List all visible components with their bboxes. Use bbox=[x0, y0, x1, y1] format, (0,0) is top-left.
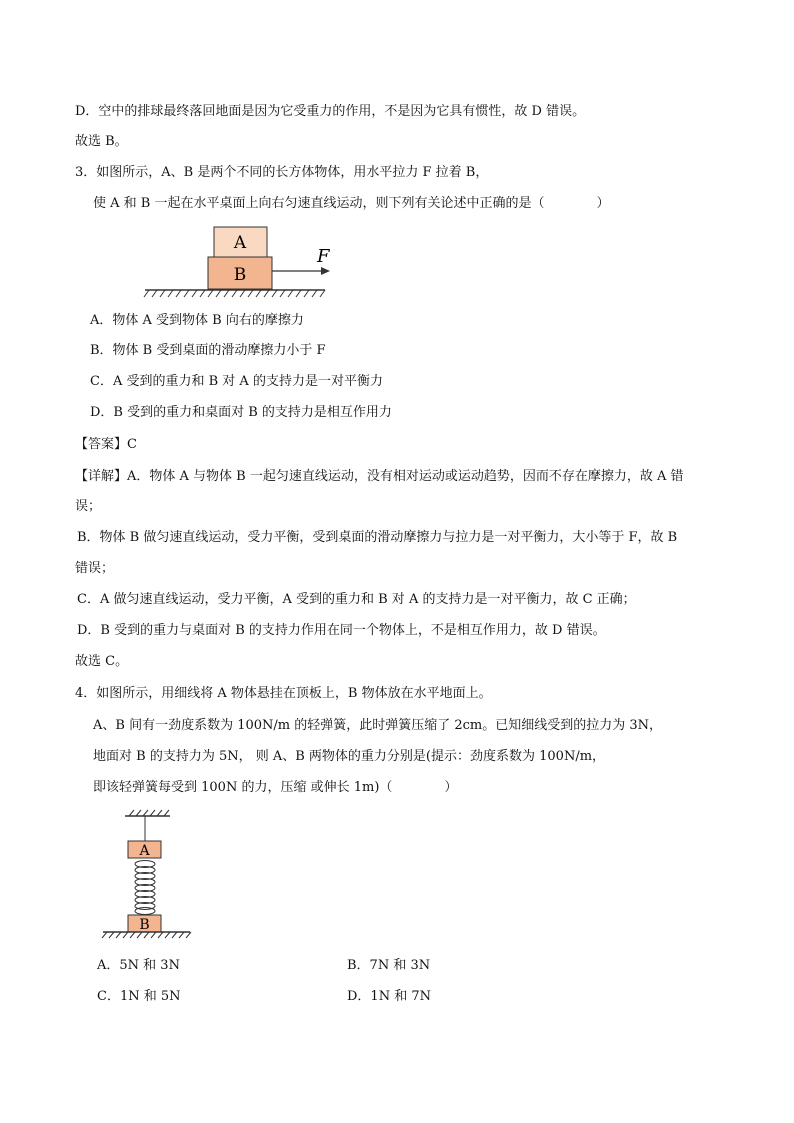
q3-detail-line6: D．B 受到的重力与桌面对 B 的支持力作用在同一个物体上，不是相互作用力，故 D 错误。 bbox=[77, 623, 606, 638]
q3-figure bbox=[140, 222, 330, 300]
q3-block-a-label: A bbox=[233, 233, 247, 253]
q3-block-b-label: B bbox=[233, 265, 247, 285]
q3-option-a: A．物体 A 受到物体 B 向右的摩擦力 bbox=[90, 313, 304, 328]
q4-option-c: C．1N 和 5N bbox=[97, 989, 181, 1004]
q3-choice: 故选 C。 bbox=[75, 654, 129, 669]
q3-option-d: D．B 受到的重力和桌面对 B 的支持力是相互作用力 bbox=[90, 405, 392, 420]
q3-ground-hatch bbox=[144, 290, 325, 297]
q3-option-c: C．A 受到的重力和 B 对 A 的支持力是一对平衡力 bbox=[90, 374, 383, 389]
q4-block-a-label: A bbox=[139, 843, 150, 859]
q4-figure bbox=[100, 808, 195, 940]
q4-stem-line4: 即该轻弹簧每受到 100N 的力，压缩 或伸长 1m)（ ） bbox=[93, 780, 458, 795]
q4-block-b-label: B bbox=[139, 917, 150, 933]
q3-detail-line1: 【详解】A．物体 A 与物体 B 一起匀速直线运动，没有相对运动或运动趋势，因而不存在摩擦力，故 A 错 bbox=[75, 469, 684, 484]
q2-choice: 故选 B。 bbox=[75, 134, 128, 149]
q3-detail-line5: C．A 做匀速直线运动，受力平衡，A 受到的重力和 B 对 A 的支持力是一对平衡力，故 C 正确； bbox=[77, 592, 636, 607]
q3-stem-line2: 使 A 和 B 一起在水平桌面上向右匀速直线运动，则下列有关论述中正确的是（ ） bbox=[93, 196, 610, 211]
q4-option-b: B．7N 和 3N bbox=[347, 958, 431, 973]
q3-detail-line3: B．物体 B 做匀速直线运动，受力平衡，受到桌面的滑动摩擦力与拉力是一对平衡力，大小等于 F，故 B bbox=[77, 530, 678, 545]
q2-option-d: D．空中的排球最终落回地面是因为它受重力的作用，不是因为它具有惯性，故 D 错误。 bbox=[75, 104, 586, 119]
q3-detail-line2: 误； bbox=[75, 499, 102, 514]
q4-stem-line2: A、B 间有一劲度系数为 100N/m 的轻弹簧，此时弹簧压缩了 2cm。已知细线受到的拉力为 3N， bbox=[93, 718, 663, 733]
q4-ceiling-hatch bbox=[129, 810, 169, 816]
q3-stem-line1: 3．如图所示，A、B 是两个不同的长方体物体，用水平拉力 F 拉着 B， bbox=[75, 165, 489, 180]
q4-stem-line1: 4．如图所示，用细线将 A 物体悬挂在顶板上，B 物体放在水平地面上。 bbox=[75, 686, 492, 701]
q4-stem-line3: 地面对 B 的支持力为 5N， 则 A、B 两物体的重力分别是(提示：劲度系数为 100N/m， bbox=[93, 749, 606, 764]
q4-option-a: A．5N 和 3N bbox=[97, 958, 180, 973]
q3-answer: 【答案】C bbox=[75, 437, 137, 452]
q3-force-arrowhead bbox=[321, 267, 330, 275]
q4-option-d: D．1N 和 7N bbox=[347, 989, 431, 1004]
q3-option-b: B．物体 B 受到桌面的滑动摩擦力小于 F bbox=[90, 343, 326, 358]
q4-spring bbox=[135, 861, 155, 915]
q3-force-label: F bbox=[317, 246, 330, 267]
q3-detail-line4: 错误； bbox=[75, 561, 115, 576]
